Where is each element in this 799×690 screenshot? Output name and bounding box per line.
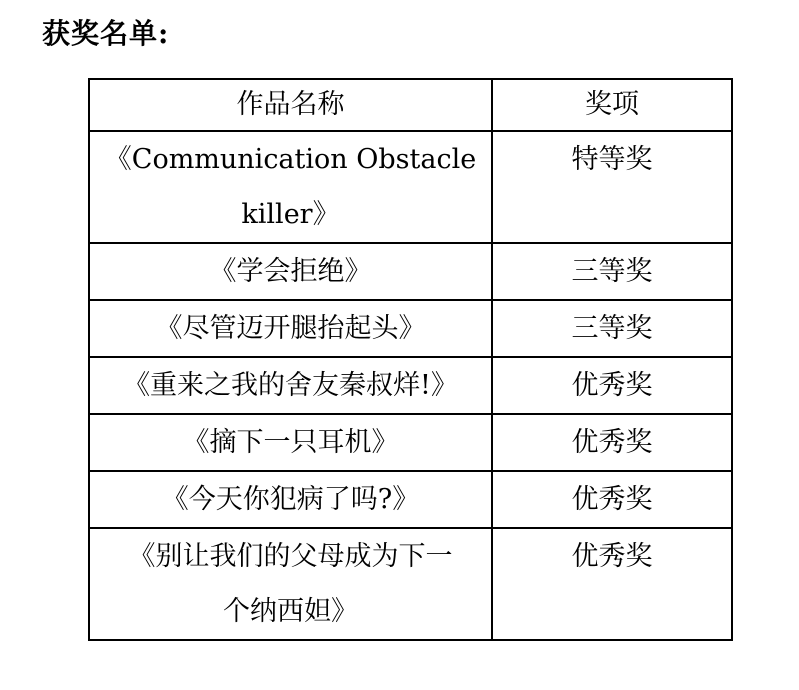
header-work: 作品名称 xyxy=(89,79,492,131)
work-cell: 《摘下一只耳机》 xyxy=(89,414,492,471)
work-cell: 《今天你犯病了吗?》 xyxy=(89,471,492,528)
table-row xyxy=(89,300,732,357)
award-cell: 优秀奖 xyxy=(492,471,732,528)
table-row xyxy=(89,471,732,528)
header-award: 奖项 xyxy=(492,79,732,131)
award-cell: 优秀奖 xyxy=(492,414,732,471)
award-cell: 三等奖 xyxy=(492,300,732,357)
table-row xyxy=(89,414,732,471)
award-table xyxy=(88,78,733,641)
table-row xyxy=(89,243,732,300)
award-cell: 优秀奖 xyxy=(492,528,732,640)
work-cell: 《学会拒绝》 xyxy=(89,243,492,300)
work-cell: 《别让我们的父母成为下一 个纳西妲》 xyxy=(89,528,492,640)
table-header-row xyxy=(89,79,732,131)
award-cell: 特等奖 xyxy=(492,131,732,243)
award-cell: 三等奖 xyxy=(492,243,732,300)
work-cell: 《尽管迈开腿抬起头》 xyxy=(89,300,492,357)
page-title: 获奖名单: xyxy=(42,17,170,50)
work-cell: 《重来之我的舍友秦叔烊!》 xyxy=(89,357,492,414)
table-row xyxy=(89,131,732,243)
table-row xyxy=(89,528,732,640)
table-row xyxy=(89,357,732,414)
work-cell: 《Communication Obstacle killer》 xyxy=(89,131,492,243)
award-cell: 优秀奖 xyxy=(492,357,732,414)
